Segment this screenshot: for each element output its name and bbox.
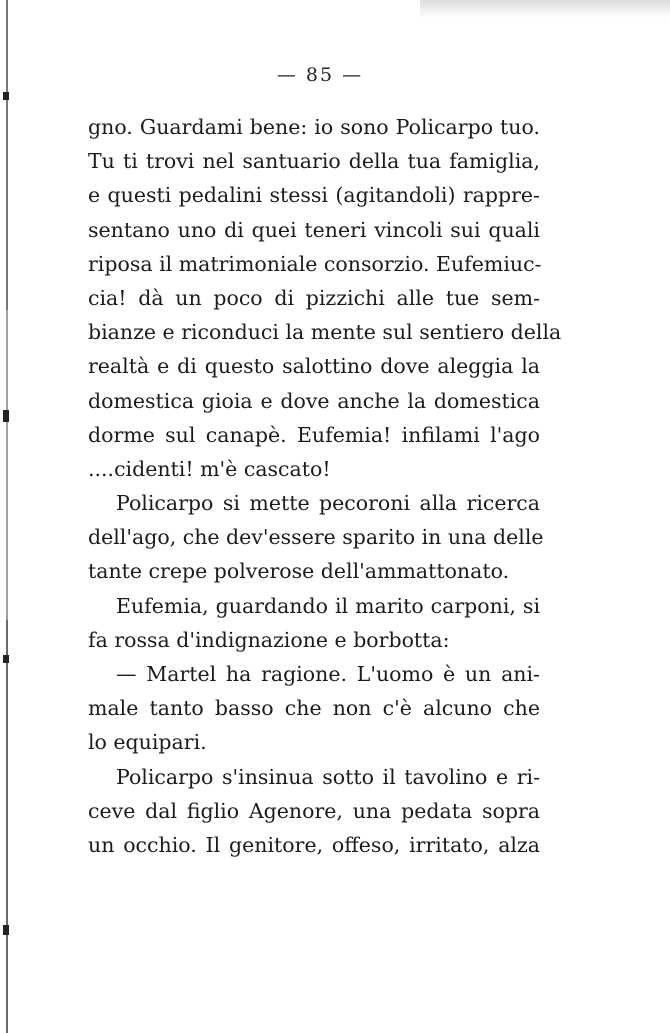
text-line: — Martel ha ragione. L'uomo è un ani-	[116, 662, 540, 686]
text-line: ....cidenti! m'è cascato!	[88, 456, 331, 481]
text-line: e questi pedalini stessi (agitandoli) rappre-	[88, 183, 540, 208]
binding-mark	[3, 92, 9, 100]
text-line: gno. Guardami bene: io sono Policarpo tuo.	[88, 115, 540, 139]
binding-mark	[3, 925, 9, 935]
text-line: Policarpo si mette pecoroni alla ricerca	[116, 491, 540, 516]
text-line: bianze e riconduci la mente sul sentiero della	[88, 320, 562, 345]
binding-edge	[6, 0, 8, 1033]
binding-mark	[3, 655, 9, 663]
body-text	[88, 110, 562, 862]
scan-smudge	[420, 0, 670, 18]
text-line: un occhio. Il genitore, offeso, irritato, alza	[88, 832, 540, 857]
text-line: fa rossa d'indignazione e borbotta:	[88, 627, 450, 652]
text-line: dorme sul canapè. Eufemia! infilami l'ago	[88, 422, 540, 447]
text-line: lo equipari.	[88, 730, 207, 755]
text-line: Eufemia, guardando il marito carponi, si	[116, 593, 540, 618]
text-line: Tu ti trovi nel santuario della tua famiglia,	[88, 149, 540, 174]
text-line: Policarpo s'insinua sotto il tavolino e ri-	[116, 764, 540, 789]
text-line: cia! dà un poco di pizzichi alle tue sem-	[88, 285, 540, 310]
text-line: riposa il matrimoniale consorzio. Eufemiuc-	[88, 251, 542, 276]
text-line: domestica gioia e dove anche la domestica	[88, 388, 540, 413]
text-line: tante crepe polverose dell'ammattonato.	[88, 559, 510, 584]
text-line: ceve dal figlio Agenore, una pedata sopra	[88, 798, 540, 823]
text-line: sentano uno di quei teneri vincoli sui quali	[88, 217, 540, 242]
binding-mark	[3, 410, 9, 422]
page-number: — 85 —	[276, 64, 364, 86]
text-line: dell'ago, che dev'essere sparito in una delle	[88, 525, 544, 550]
text-line: male tanto basso che non c'è alcuno che	[88, 696, 540, 721]
text-line: realtà e di questo salottino dove aleggia la	[88, 354, 540, 379]
